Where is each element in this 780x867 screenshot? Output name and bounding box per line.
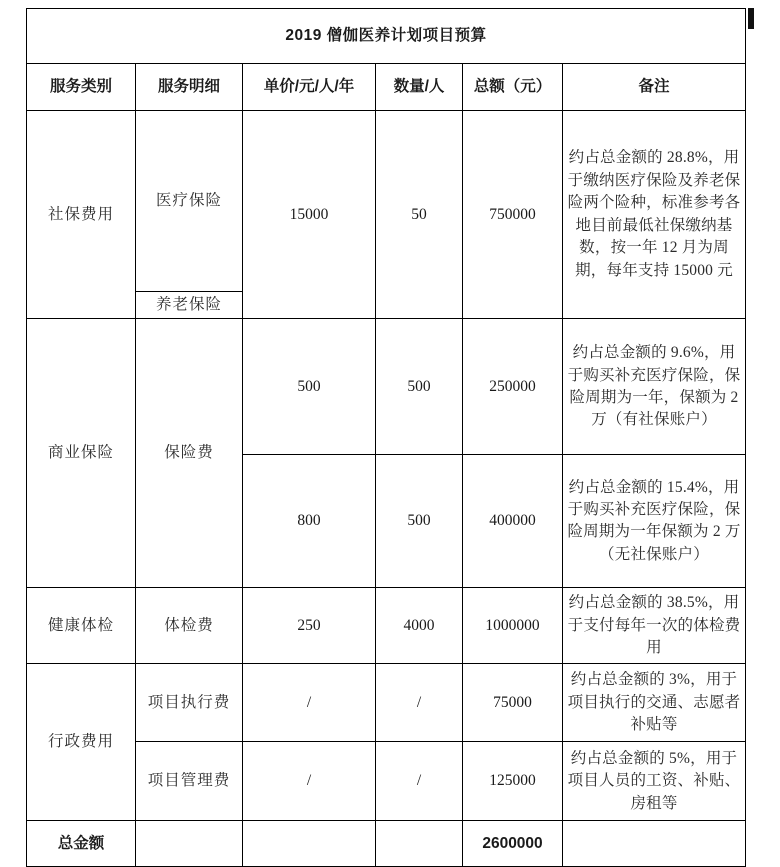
cell-remark-social: 约占总金额的 28.8%，用于缴纳医疗保险及养老保险两个险种，标准参考各地目前最低社保缴纳基数，按一年 12 月为周期，每年支持 15000 元 (563, 111, 746, 319)
cell-category-health-checkup: 健康体检 (27, 588, 136, 664)
column-header-amount: 总额（元） (463, 64, 563, 111)
cell-item-checkup-fee: 体检费 (136, 588, 243, 664)
cell-item-insurance-fee: 保险费 (136, 319, 243, 588)
total-label: 总金额 (27, 821, 136, 867)
table-row (27, 664, 746, 742)
cell-category-admin-cost: 行政费用 (27, 664, 136, 821)
table-row (27, 111, 746, 292)
total-empty-item (136, 821, 243, 867)
total-row (27, 821, 746, 867)
cell-quantity-commercial-b: 500 (376, 455, 463, 588)
cell-unit-price-admin-a: / (243, 664, 376, 742)
cell-remark-admin-b: 约占总金额的 5%，用于项目人员的工资、补贴、房租等 (563, 742, 746, 821)
budget-table (26, 8, 746, 867)
cell-remark-admin-a: 约占总金额的 3%，用于项目执行的交通、志愿者补贴等 (563, 664, 746, 742)
cell-quantity-social: 50 (376, 111, 463, 319)
page-title: 2019 僧伽医养计划项目预算 (27, 9, 746, 64)
title-row (27, 9, 746, 64)
cell-amount-commercial-a: 250000 (463, 319, 563, 455)
cell-amount-admin-b: 125000 (463, 742, 563, 821)
budget-sheet (26, 8, 745, 852)
corner-artifact-mark (748, 8, 754, 29)
cell-remark-commercial-a: 约占总金额的 9.6%，用于购买补充医疗保险，保险周期为一年，保额为 2 万（有社保账户） (563, 319, 746, 455)
cell-unit-price-admin-b: / (243, 742, 376, 821)
cell-quantity-admin-b: / (376, 742, 463, 821)
column-header-remark: 备注 (563, 64, 746, 111)
table-header-row (27, 64, 746, 111)
column-header-unit-price: 单价/元/人/年 (243, 64, 376, 111)
cell-category-commercial-insurance: 商业保险 (27, 319, 136, 588)
cell-remark-health: 约占总金额的 38.5%，用于支付每年一次的体检费用 (563, 588, 746, 664)
total-amount: 2600000 (463, 821, 563, 867)
column-header-category: 服务类别 (27, 64, 136, 111)
cell-item-medical-insurance: 医疗保险 (136, 111, 243, 292)
cell-quantity-health: 4000 (376, 588, 463, 664)
table-row (27, 588, 746, 664)
total-empty-unit-price (243, 821, 376, 867)
column-header-quantity: 数量/人 (376, 64, 463, 111)
cell-item-pension-insurance: 养老保险 (136, 292, 243, 319)
cell-quantity-commercial-a: 500 (376, 319, 463, 455)
cell-item-project-management-fee: 项目管理费 (136, 742, 243, 821)
table-row (27, 319, 746, 455)
cell-amount-health: 1000000 (463, 588, 563, 664)
cell-unit-price-health: 250 (243, 588, 376, 664)
cell-amount-admin-a: 75000 (463, 664, 563, 742)
cell-unit-price-commercial-a: 500 (243, 319, 376, 455)
cell-unit-price-commercial-b: 800 (243, 455, 376, 588)
cell-amount-social: 750000 (463, 111, 563, 319)
cell-unit-price-social: 15000 (243, 111, 376, 319)
cell-remark-commercial-b: 约占总金额的 15.4%，用于购买补充医疗保险，保险周期为一年保额为 2 万（无社保账户） (563, 455, 746, 588)
column-header-item: 服务明细 (136, 64, 243, 111)
cell-amount-commercial-b: 400000 (463, 455, 563, 588)
total-empty-remark (563, 821, 746, 867)
cell-quantity-admin-a: / (376, 664, 463, 742)
cell-category-social-insurance: 社保费用 (27, 111, 136, 319)
cell-item-project-execution-fee: 项目执行费 (136, 664, 243, 742)
total-empty-quantity (376, 821, 463, 867)
